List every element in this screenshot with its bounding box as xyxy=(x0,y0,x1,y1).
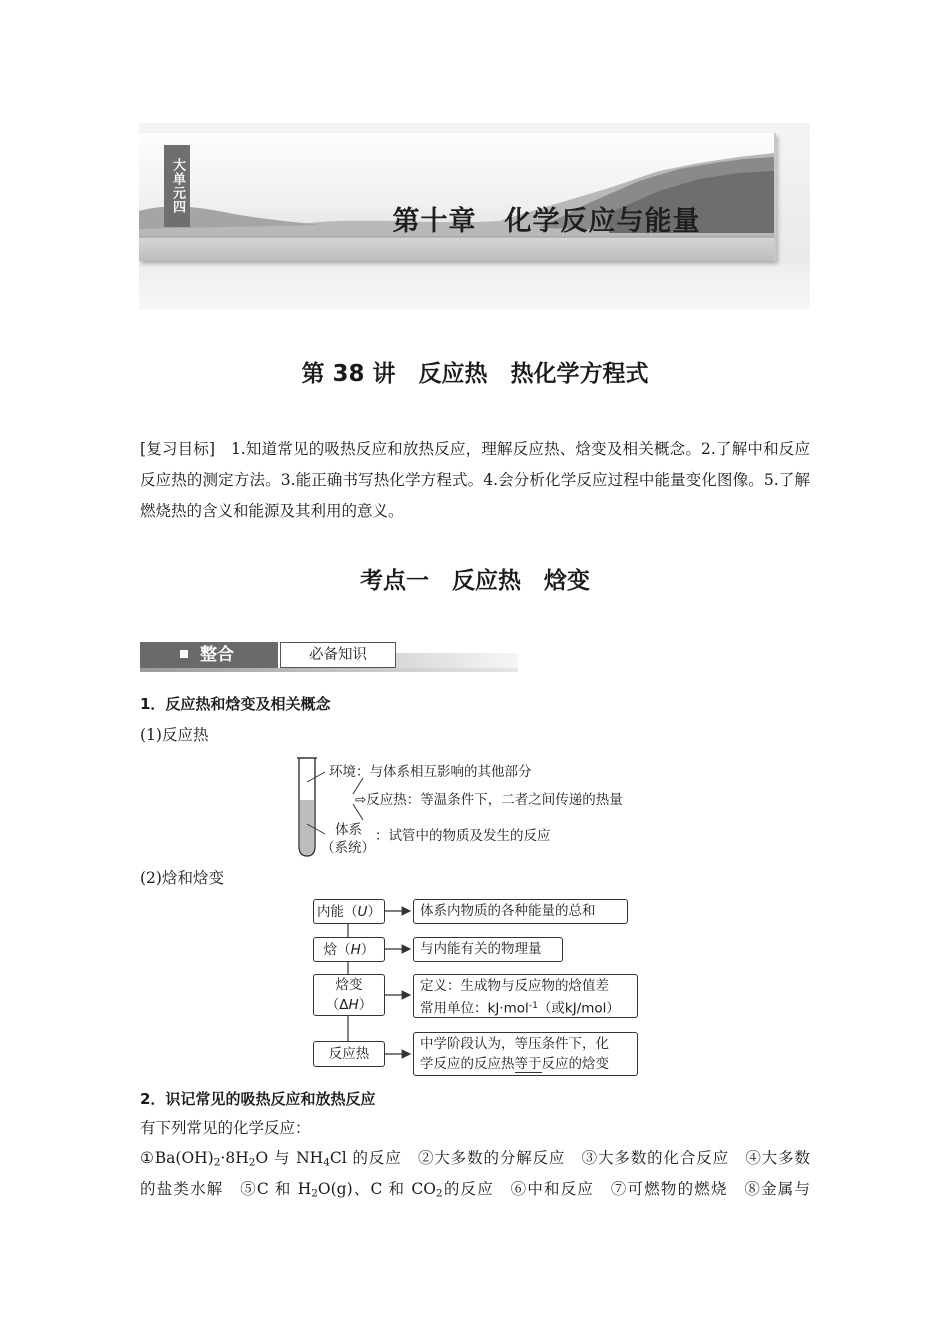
internal-energy-label: 内能（ xyxy=(317,903,358,920)
enthalpy-change-close: ） xyxy=(358,997,373,1013)
enthalpy-desc: 与内能有关的物理量 xyxy=(420,941,542,957)
enthalpy-change-unit xyxy=(420,996,631,1019)
banner-panel xyxy=(139,133,776,261)
internal-energy-desc-box xyxy=(413,899,628,924)
enthalpy-box xyxy=(313,937,385,962)
section-bar-main-label: 整合 xyxy=(200,645,234,665)
section-bar-sub: 必备知识 xyxy=(280,642,396,668)
line1-part4: Cl 的反应 ②大多数的分解反应 ③大多数的化合反应 ④大多数 xyxy=(329,1149,810,1167)
line2-sub2: 2 xyxy=(435,1187,443,1200)
internal-energy-desc: 体系内物质的各种能量的总和 xyxy=(420,903,596,919)
desc-underlined-equals: 等于 xyxy=(514,1056,542,1072)
mountain-landscape-image xyxy=(139,133,774,261)
section-bar-main xyxy=(140,642,278,668)
reaction-list-line2 xyxy=(140,1179,810,1204)
unit-superscript: -1 xyxy=(528,1000,538,1011)
internal-energy-symbol: U xyxy=(357,903,368,920)
enthalpy-symbol: H xyxy=(350,941,361,958)
internal-energy-box xyxy=(313,899,385,924)
section2-heading: 2．识记常见的吸热反应和放热反应 xyxy=(140,1090,376,1108)
enthalpy-label: 焓（ xyxy=(323,941,351,958)
enthalpy-flow-diagram xyxy=(310,895,640,1080)
desc-part-a: 学反应的反应热 xyxy=(420,1056,515,1072)
square-bullet-icon xyxy=(180,650,188,658)
reaction-heat-desc-line1: 中学阶段认为，等压条件下，化 xyxy=(420,1036,609,1052)
point-title: 考点一 反应热 焓变 xyxy=(360,568,590,594)
line1-sub2: 2 xyxy=(248,1156,256,1169)
reaction-heat-box xyxy=(313,1041,385,1067)
reaction-list-line1 xyxy=(140,1148,810,1173)
system-label: 体系 xyxy=(335,822,362,838)
desc-part-c: 反应的焓变 xyxy=(541,1056,609,1072)
line1-sub1: 2 xyxy=(213,1156,221,1169)
section1-heading: 1．反应热和焓变及相关概念 xyxy=(140,695,331,713)
system-label-alt: （系统） xyxy=(321,840,375,856)
line2-part3: 的反应 ⑥中和反应 ⑦可燃物的燃烧 ⑧金属与 xyxy=(442,1180,810,1198)
section1-sub2: (2)焓和焓变 xyxy=(140,869,224,887)
reaction-heat-box-label: 反应热 xyxy=(328,1046,370,1062)
section-bar xyxy=(140,642,520,672)
line2-sub1: 2 xyxy=(311,1187,318,1200)
section2-intro: 有下列常见的化学反应： xyxy=(140,1119,311,1137)
enthalpy-change-definition: 定义：生成物与反应物的焓值差 xyxy=(420,978,609,994)
banner-shadow-strip xyxy=(139,263,810,310)
line1-part1: ①Ba(OH) xyxy=(140,1149,214,1167)
environment-label: 环境：与体系相互影响的其他部分 xyxy=(329,764,532,780)
unit-alt: （或kJ/mol） xyxy=(537,1000,620,1017)
line1-part2: ·8H xyxy=(220,1149,249,1167)
section-bar-underline xyxy=(140,668,518,672)
line2-part2: O(g)、C 和 CO xyxy=(317,1180,436,1198)
enthalpy-change-symbol: H xyxy=(348,997,359,1013)
objectives-label: [复习目标] xyxy=(140,440,216,458)
system-description: ：试管中的物质及发生的反应 xyxy=(375,828,551,844)
section1-sub1: (1)反应热 xyxy=(140,726,209,744)
enthalpy-change-desc-box xyxy=(413,974,638,1018)
unit-text: 常用单位：kJ·mol xyxy=(420,1000,529,1017)
line1-part3: O 与 NH xyxy=(255,1149,324,1167)
enthalpy-label-close: ） xyxy=(360,941,375,958)
test-tube-diagram xyxy=(295,752,675,862)
reaction-heat-desc-box xyxy=(413,1032,638,1076)
internal-energy-label-close: ） xyxy=(367,903,381,920)
reaction-heat-label: ⇨反应热：等温条件下，二者之间传递的热量 xyxy=(355,792,623,808)
objectives-text: 1.知道常见的吸热反应和放热反应，理解反应热、焓变及相关概念。2.了解中和反应反应热的测定方法。3.能正确书写热化学方程式。4.会分析化学反应过程中能量变化图像。5.了解燃烧热的含义和能源及其利用的意义。 xyxy=(140,440,810,520)
enthalpy-change-label: 焓变 xyxy=(335,977,363,993)
section-bar-fade xyxy=(396,653,518,668)
enthalpy-change-box xyxy=(313,974,385,1016)
reaction-heat-desc-line2 xyxy=(420,1054,631,1074)
unit-tag: 大单元四 xyxy=(164,145,190,227)
chapter-banner xyxy=(139,123,810,310)
review-objectives xyxy=(140,434,810,527)
lecture-title: 第 38 讲 反应热 热化学方程式 xyxy=(301,361,649,387)
line2-part1: 的盐类水解 ⑤C 和 H xyxy=(140,1180,312,1198)
enthalpy-change-delta: （Δ xyxy=(325,997,349,1013)
enthalpy-desc-box xyxy=(413,937,563,962)
chapter-title: 第十章 化学反应与能量 xyxy=(392,206,701,237)
line1-sub3: 4 xyxy=(323,1156,330,1169)
